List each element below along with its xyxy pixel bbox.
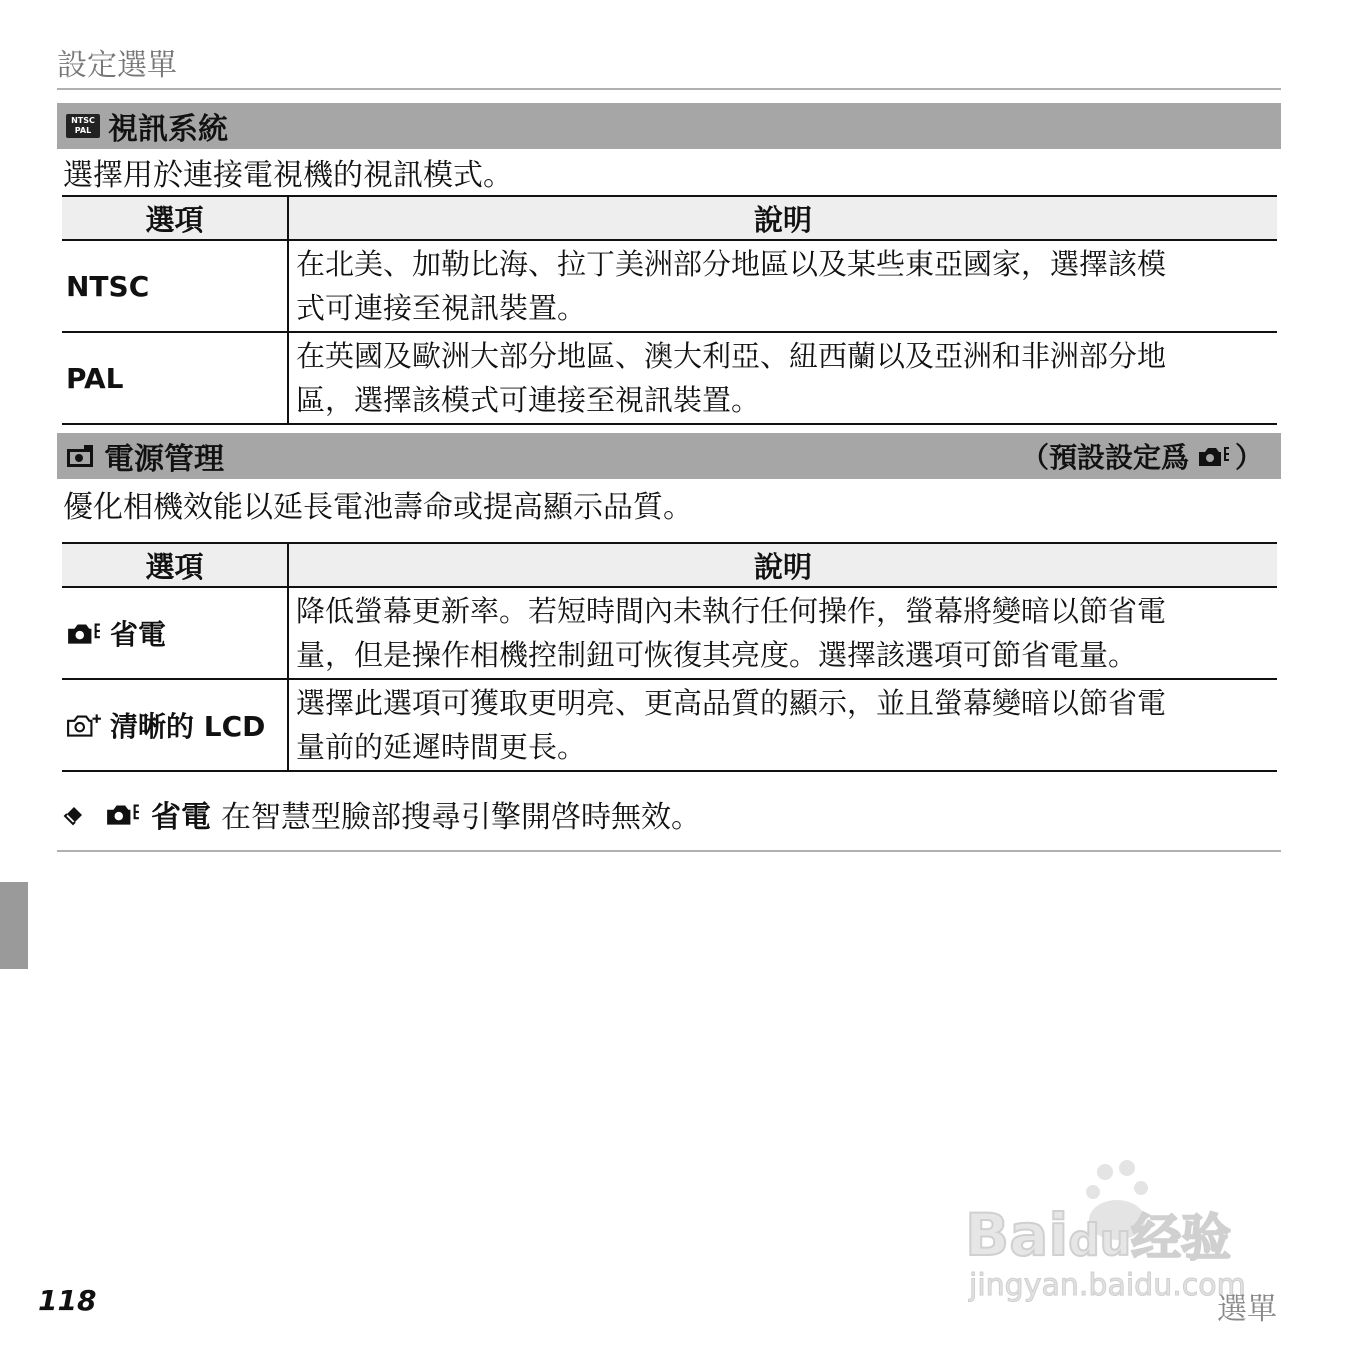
power-management-title: 電源管理 (104, 442, 224, 477)
option-pal: PAL (62, 332, 288, 424)
page-number: 118 (38, 1284, 97, 1317)
video-system-description: 選擇用於連接電視機的視訊模式。 (63, 158, 513, 193)
bottom-divider (57, 850, 1281, 852)
option-description: 選擇此選項可獲取更明亮、更高品質的顯示，並且螢幕變暗以節省電 量前的延遲時間更長。 (288, 679, 1277, 771)
option-clear-lcd: 清晰的 LCD (62, 679, 288, 771)
option-power-save: 省電 (62, 587, 288, 679)
power-management-icon (66, 444, 96, 468)
power-save-icon (1197, 444, 1231, 468)
option-description: 在北美、加勒比海、拉丁美洲部分地區以及某些東亞國家，選擇該模 式可連接至視訊裝置。 (288, 240, 1277, 332)
table-header-row (62, 543, 1277, 587)
header-option: 選項 (62, 543, 288, 587)
note-text: 在智慧型臉部搜尋引擎開啓時無效。 (221, 800, 701, 835)
table-row (62, 240, 1277, 332)
watermark-brand-cn: 经验 (1131, 1209, 1232, 1267)
video-system-table (62, 195, 1277, 425)
note-line (63, 792, 701, 836)
power-save-icon (105, 801, 141, 827)
header-divider (57, 88, 1281, 90)
header-option: 選項 (62, 196, 288, 240)
option-description: 降低螢幕更新率。若短時間內未執行任何操作，螢幕將變暗以節省電 量，但是操作相機控制鈕可恢復其亮度。選擇該選項可節省電量。 (288, 587, 1277, 679)
power-management-table (62, 542, 1277, 772)
option-description: 在英國及歐洲大部分地區、澳大利亞、紐西蘭以及亞洲和非洲部分地 區，選擇該模式可連接至視訊裝置。 (288, 332, 1277, 424)
table-row (62, 587, 1277, 679)
ntsc-pal-icon: NTSC PAL (66, 114, 100, 138)
table-header-row (62, 196, 1277, 240)
side-thumb-tab (0, 882, 28, 969)
video-system-section-bar (57, 103, 1281, 149)
watermark-brand-du: du (1068, 1215, 1132, 1266)
video-system-title: 視訊系統 (108, 112, 228, 147)
default-setting-note: （預設設定爲 ） (1020, 441, 1263, 474)
power-management-section-bar (57, 433, 1281, 479)
watermark-url: jingyan.baidu.com (969, 1268, 1246, 1303)
footer-section-label: 選單 (1217, 1292, 1277, 1327)
option-ntsc: NTSC (62, 240, 288, 332)
table-row (62, 332, 1277, 424)
power-management-description: 優化相機效能以延長電池壽命或提高顯示品質。 (63, 490, 693, 525)
header-description: 說明 (288, 543, 1277, 587)
header-description: 說明 (288, 196, 1277, 240)
page-header-title: 設定選單 (57, 48, 177, 83)
watermark-brand-latin: Bai (965, 1201, 1069, 1269)
note-strong-label: 省電 (151, 800, 211, 835)
table-row (62, 679, 1277, 771)
power-save-icon (66, 620, 102, 646)
clear-lcd-icon (66, 712, 102, 738)
pencil-note-icon (63, 802, 87, 826)
